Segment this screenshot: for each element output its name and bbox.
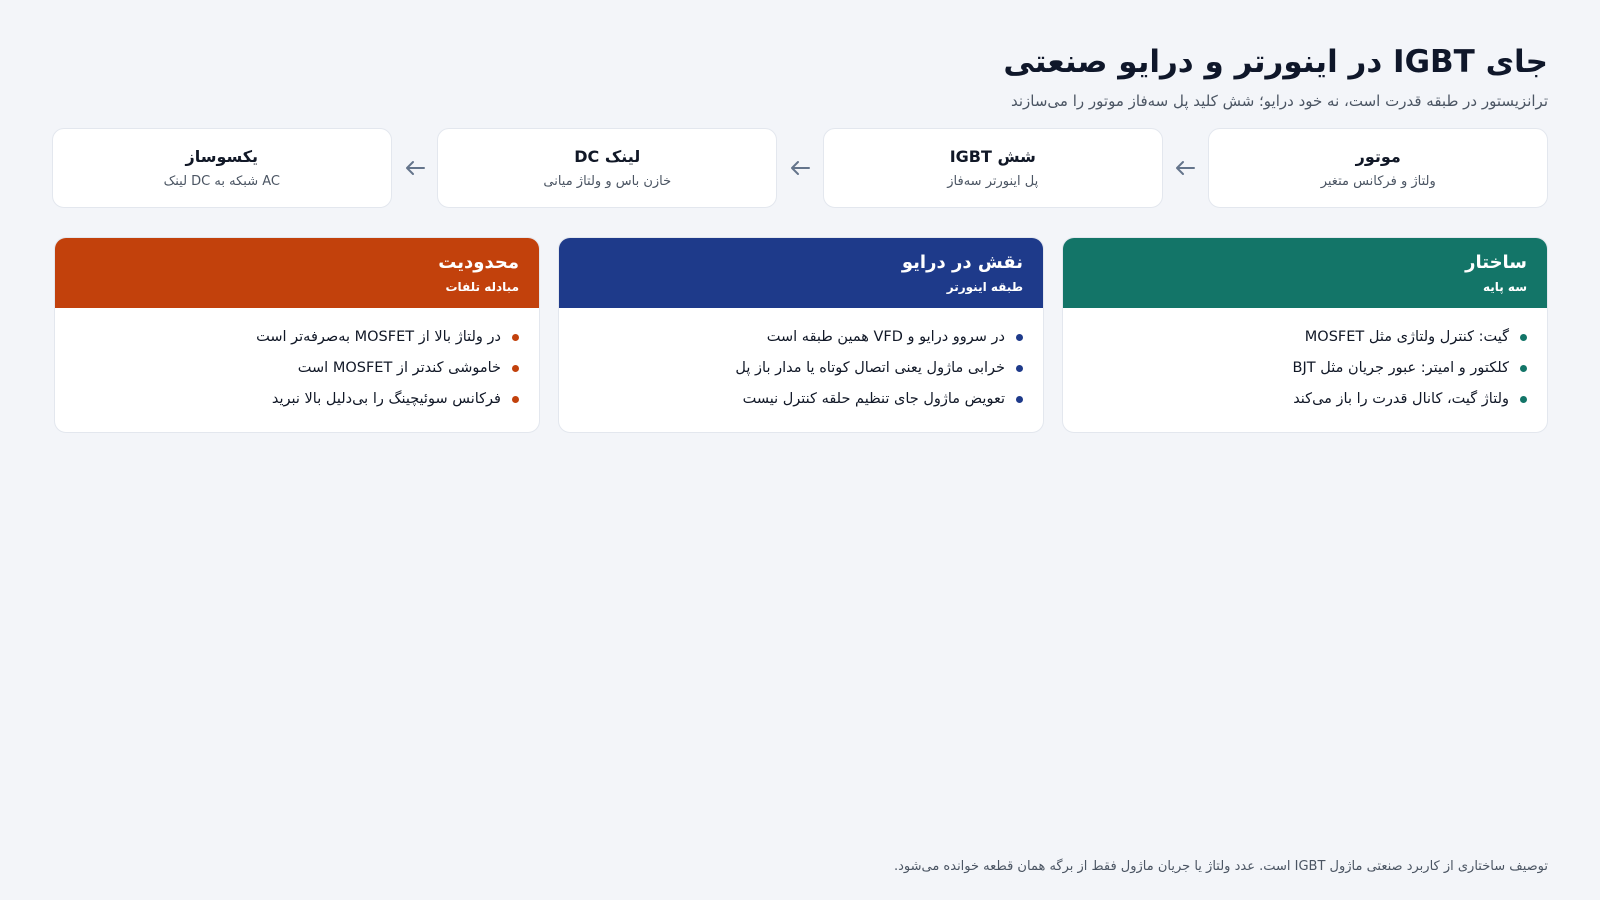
list-item-text: در ولتاژ بالا از MOSFET به‌صرفه‌تر است [256, 329, 501, 345]
bullet-dot-icon [512, 396, 519, 403]
page-title: جای IGBT در اینورتر و درایو صنعتی [1003, 44, 1548, 80]
list-item [579, 326, 1023, 348]
list-item-text: کلکتور و امیتر: عبور جریان مثل BJT [1292, 360, 1509, 376]
card-subtitle: سه پایه [1482, 280, 1527, 294]
list-item-text: ولتاژ گیت، کانال قدرت را باز می‌کند [1293, 391, 1509, 407]
card-header [55, 238, 539, 308]
list-item-text: گیت: کنترل ولتاژی مثل MOSFET [1304, 329, 1509, 345]
arrow-left-icon [392, 160, 438, 176]
flow-step-motor [1208, 128, 1548, 208]
card-title: نقش در درایو [901, 252, 1023, 273]
list-item [1083, 388, 1527, 410]
arrow-left-icon [777, 160, 823, 176]
list-item-text: خاموشی کندتر از MOSFET است [297, 360, 501, 376]
card-header [1063, 238, 1547, 308]
flow-step-subtitle: ولتاژ و فرکانس متغیر [1320, 174, 1436, 189]
flow-step-igbt-bridge [823, 128, 1163, 208]
card-subtitle: طبقه اینورتر [946, 280, 1023, 294]
flow-step-title: موتور [1355, 147, 1401, 166]
list-item-text: خرابی ماژول یعنی اتصال کوتاه یا مدار باز پل [735, 360, 1005, 376]
card-list [1063, 308, 1547, 410]
flow-step-dc-link [437, 128, 777, 208]
card-title: محدودیت [438, 252, 519, 273]
bullet-dot-icon [1520, 365, 1527, 372]
flow-step-rectifier [52, 128, 392, 208]
list-item [579, 388, 1023, 410]
card-drive-role [558, 237, 1044, 433]
list-item [1083, 326, 1527, 348]
list-item [75, 326, 519, 348]
card-list [559, 308, 1043, 410]
list-item-text: تعویض ماژول جای تنظیم حلقه کنترل نیست [742, 391, 1005, 407]
list-item [75, 388, 519, 410]
flow-step-subtitle: خازن باس و ولتاژ میانی [543, 174, 672, 189]
power-flow [52, 128, 1548, 208]
footnote: توصیف ساختاری از کاربرد صنعتی ماژول IGBT است. عدد ولتاژ یا جریان ماژول فقط از برگه همان قطعه خوانده می‌شود. [893, 859, 1548, 874]
card-header [559, 238, 1043, 308]
list-item [75, 357, 519, 379]
flow-step-title: یکسوساز [185, 147, 259, 166]
bullet-dot-icon [512, 365, 519, 372]
flow-step-subtitle: پل اینورتر سه‌فاز [947, 174, 1039, 189]
card-list [55, 308, 539, 410]
card-limitation [54, 237, 540, 433]
card-title: ساختار [1465, 252, 1527, 273]
card-structure [1062, 237, 1548, 433]
bullet-dot-icon [1016, 396, 1023, 403]
flow-step-title: لینک DC [574, 147, 641, 166]
bullet-dot-icon [1016, 334, 1023, 341]
info-cards [52, 237, 1548, 433]
bullet-dot-icon [512, 334, 519, 341]
list-item [1083, 357, 1527, 379]
page-subtitle: ترانزیستور در طبقه قدرت است، نه خود درایو؛ شش کلید پل سه‌فاز موتور را می‌سازند [1011, 92, 1548, 110]
list-item [579, 357, 1023, 379]
bullet-dot-icon [1016, 365, 1023, 372]
bullet-dot-icon [1520, 396, 1527, 403]
arrow-left-icon [1163, 160, 1209, 176]
card-subtitle: مبادله تلفات [445, 280, 519, 294]
flow-step-title: شش IGBT [949, 147, 1036, 166]
list-item-text: فرکانس سوئیچینگ را بی‌دلیل بالا نبرید [271, 391, 501, 407]
flow-step-subtitle: AC شبکه به DC لینک [163, 174, 280, 189]
bullet-dot-icon [1520, 334, 1527, 341]
list-item-text: در سروو درایو و VFD همین طبقه است [766, 329, 1005, 345]
